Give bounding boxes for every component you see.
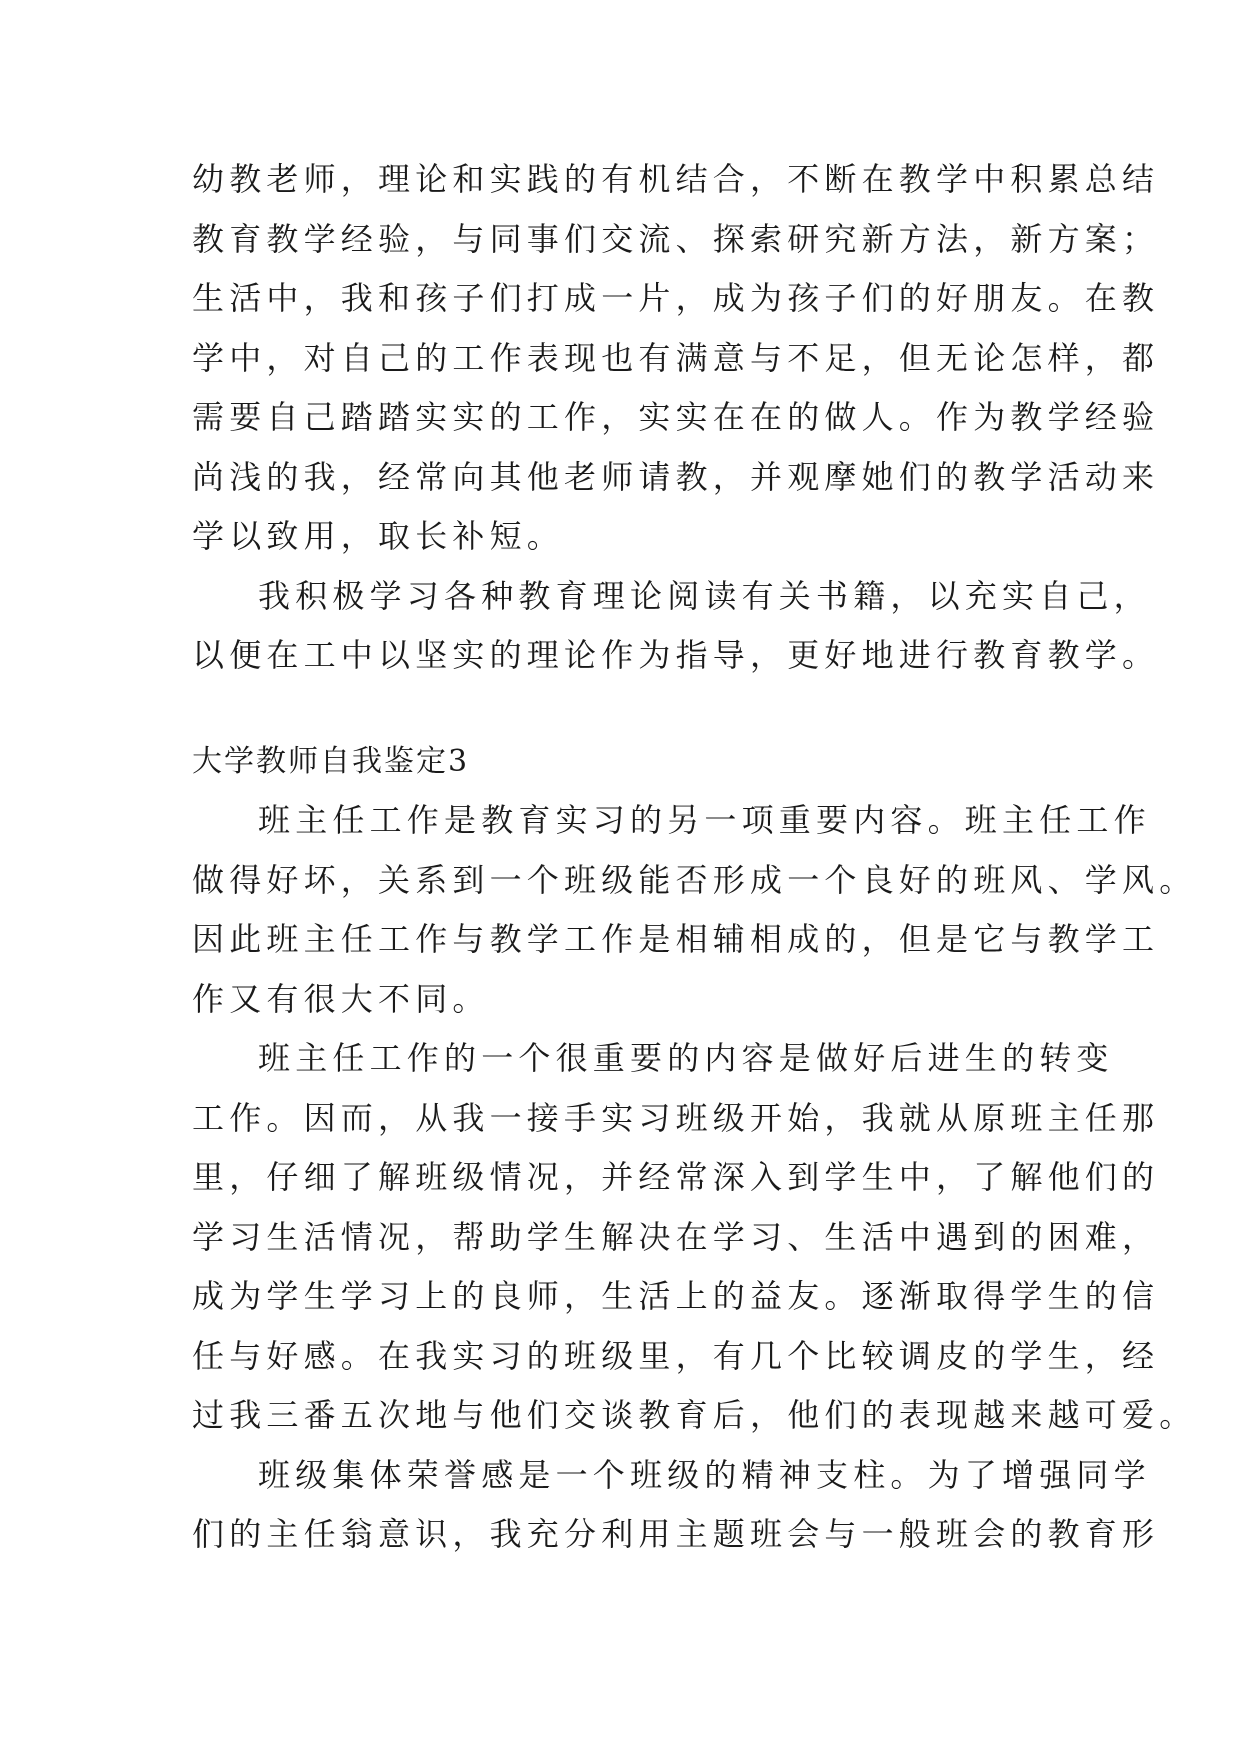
document-body bbox=[192, 150, 1197, 1565]
text-line: 学以致用，取长补短。 bbox=[192, 517, 565, 555]
text-line: 教育教学经验，与同事们交流、探索研究新方法，新方案； bbox=[192, 219, 1160, 258]
text-line: 以便在工中以坚实的理论作为指导，更好地进行教育教学。 bbox=[192, 636, 1160, 674]
paragraph bbox=[192, 1446, 1160, 1565]
text-line: 们的主任翁意识，我充分利用主题班会与一般班会的教育形 bbox=[192, 1515, 1160, 1553]
text-line: 班主任工作的一个很重要的内容是做好后进生的转变 bbox=[258, 1039, 1114, 1077]
text-line: 幼教老师，理论和实践的有机结合，不断在教学中积累总结 bbox=[192, 160, 1160, 198]
text-line: 成为学生学习上的良师，生活上的益友。逐渐取得学生的信 bbox=[192, 1277, 1160, 1315]
paragraph bbox=[192, 567, 1160, 686]
text-line: 生活中，我和孩子们打成一片，成为孩子们的好朋友。在教 bbox=[192, 279, 1160, 317]
text-line: 学中，对自己的工作表现也有满意与不足，但无论怎样，都 bbox=[192, 338, 1160, 377]
section-heading: 大学教师自我鉴定3 bbox=[192, 743, 470, 779]
text-line: 过我三番五次地与他们交谈教育后，他们的表现越来越可爱。 bbox=[192, 1396, 1197, 1434]
text-line: 尚浅的我，经常向其他老师请教，并观摩她们的教学活动来 bbox=[192, 457, 1160, 496]
text-line: 学习生活情况，帮助学生解决在学习、生活中遇到的困难， bbox=[192, 1217, 1160, 1256]
text-line: 需要自己踏踏实实的工作，实实在在的做人。作为教学经验 bbox=[192, 398, 1160, 436]
paragraph-continuation bbox=[192, 150, 1160, 567]
text-line: 做得好坏，关系到一个班级能否形成一个良好的班风、学风。 bbox=[192, 860, 1197, 899]
text-line: 我积极学习各种教育理论阅读有关书籍，以充实自己， bbox=[258, 576, 1151, 615]
text-line: 任与好感。在我实习的班级里，有几个比较调皮的学生，经 bbox=[192, 1336, 1160, 1375]
paragraph bbox=[192, 791, 1197, 1029]
text-line: 班主任工作是教育实习的另一项重要内容。班主任工作 bbox=[258, 801, 1151, 839]
text-line: 工作。因而，从我一接手实习班级开始，我就从原班主任那 bbox=[192, 1098, 1160, 1137]
text-line: 因此班主任工作与教学工作是相辅相成的，但是它与教学工 bbox=[192, 920, 1160, 958]
text-line: 里，仔细了解班级情况，并经常深入到学生中，了解他们的 bbox=[192, 1158, 1160, 1196]
paragraph bbox=[192, 1029, 1197, 1446]
text-line: 班级集体荣誉感是一个班级的精神支柱。为了增强同学 bbox=[258, 1455, 1151, 1494]
text-line: 作又有很大不同。 bbox=[192, 979, 490, 1018]
